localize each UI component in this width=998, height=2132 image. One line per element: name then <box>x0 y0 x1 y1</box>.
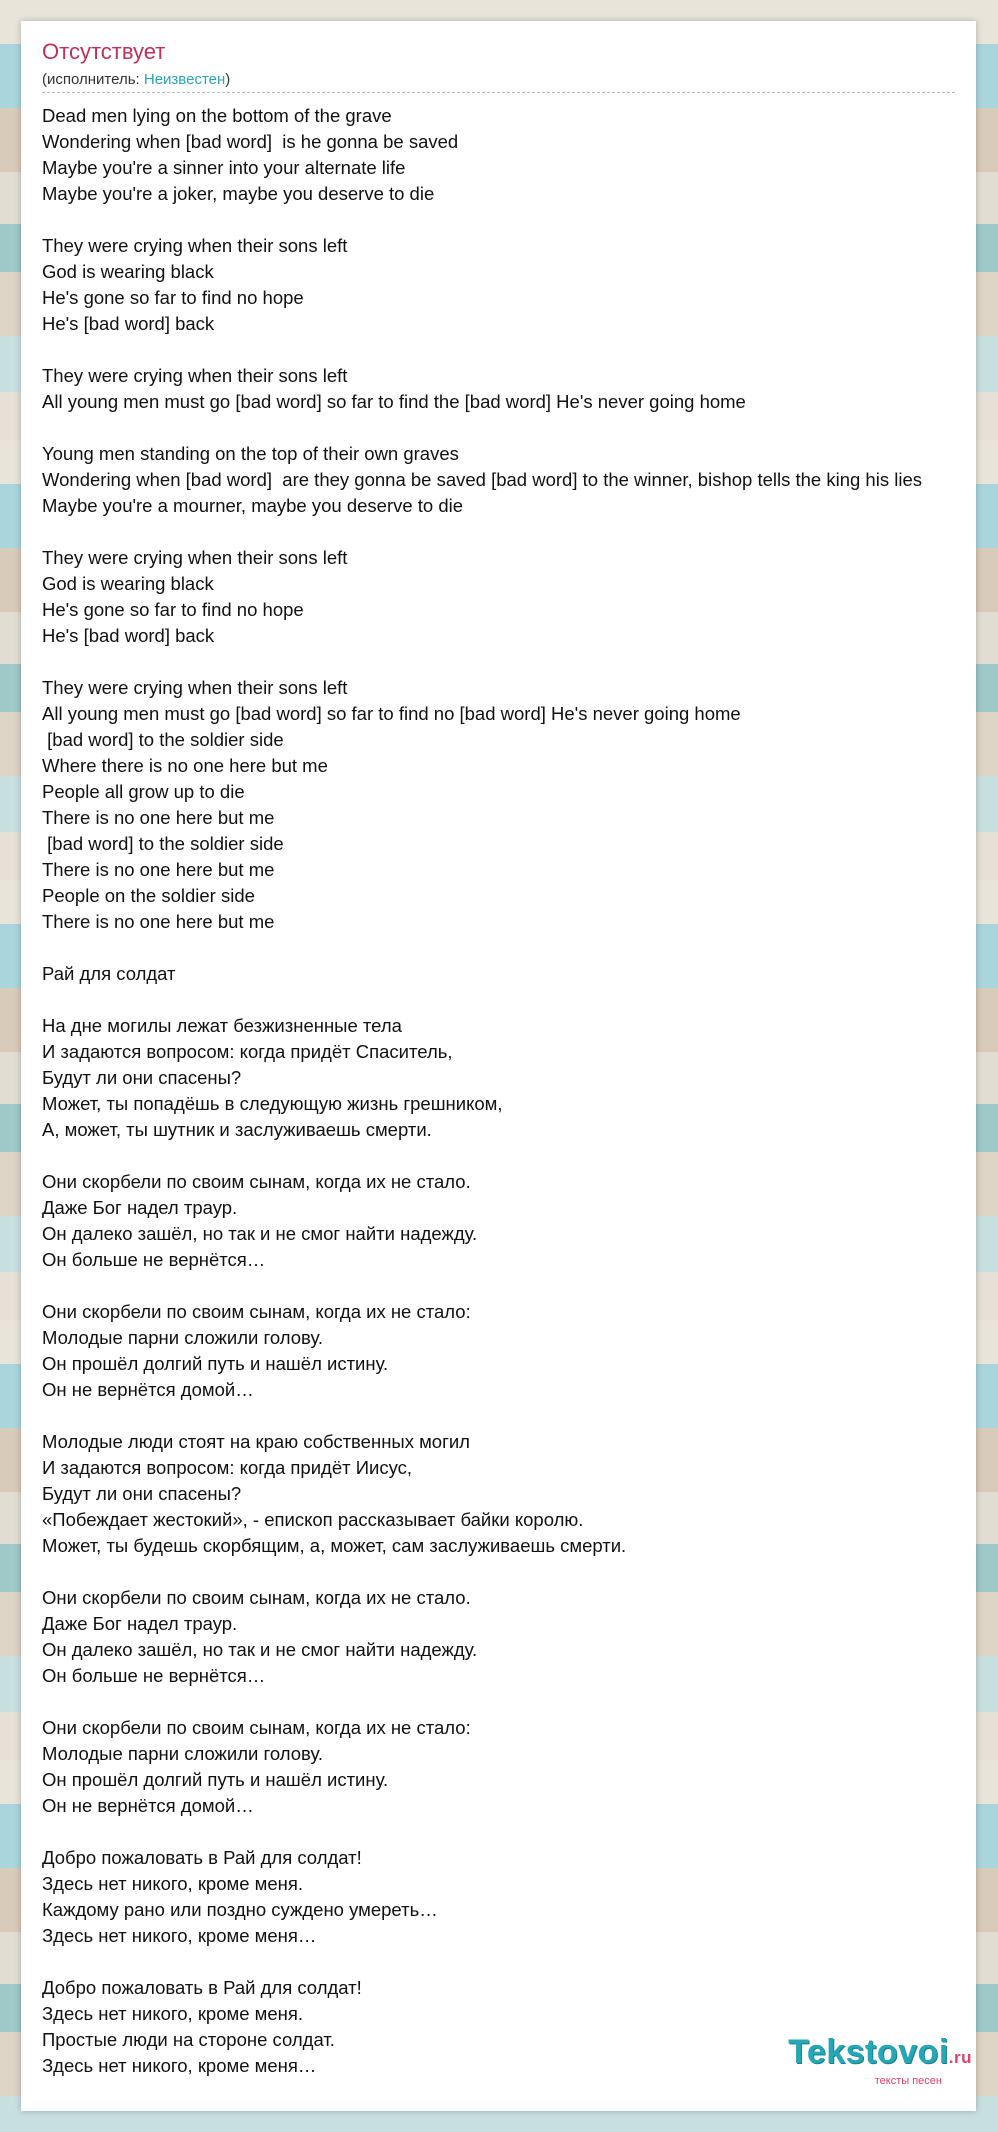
logo-main-text: Tekstovoi <box>788 2033 949 2071</box>
lyric-blank-line <box>42 337 976 363</box>
lyric-line: Он далеко зашёл, но так и не смог найти надежду. <box>42 1223 478 1244</box>
artist-suffix: ) <box>225 71 231 88</box>
lyric-line: Добро пожаловать в Рай для солдат! <box>42 1977 362 1998</box>
lyric-line: Здесь нет никого, кроме меня. <box>42 1873 304 1894</box>
lyric-blank-line <box>42 987 976 1013</box>
lyric-blank-line <box>42 1949 976 1975</box>
logo-tagline: тексты песен <box>874 2075 942 2087</box>
lyric-line: They were crying when their sons left <box>42 235 348 256</box>
artist-line <box>42 71 230 88</box>
lyric-line: Здесь нет никого, кроме меня… <box>42 2055 317 2076</box>
lyric-blank-line <box>42 415 976 441</box>
lyrics-card <box>21 21 976 2111</box>
lyric-line: Maybe you're a joker, maybe you deserve to die <box>42 183 435 204</box>
lyric-line: God is wearing black <box>42 573 214 594</box>
lyric-line: Maybe you're a sinner into your alternate life <box>42 157 406 178</box>
lyric-line: А, может, ты шутник и заслуживаешь смерти. <box>42 1119 432 1140</box>
lyric-blank-line <box>42 1273 976 1299</box>
lyric-line: Может, ты попадёшь в следующую жизнь грешником, <box>42 1093 503 1114</box>
lyric-line: Он не вернётся домой… <box>42 1795 254 1816</box>
lyric-line: Даже Бог надел траур. <box>42 1613 238 1634</box>
lyric-line: He's gone so far to find no hope <box>42 287 304 308</box>
lyric-blank-line <box>42 207 976 233</box>
lyric-line: There is no one here but me <box>42 859 275 880</box>
lyric-line: Здесь нет никого, кроме меня… <box>42 1925 317 1946</box>
lyric-blank-line <box>42 1689 976 1715</box>
lyric-line: Молодые люди стоят на краю собственных могил <box>42 1431 470 1452</box>
logo-tld: .ru <box>948 2048 972 2067</box>
lyric-line: [bad word] to the soldier side <box>42 833 284 854</box>
lyric-line: И задаются вопросом: когда придёт Спаситель, <box>42 1041 453 1062</box>
lyric-line: He's [bad word] back <box>42 313 215 334</box>
lyrics-text <box>42 103 976 2079</box>
lyric-line: Он больше не вернётся… <box>42 1665 266 1686</box>
lyric-line: Они скорбели по своим сынам, когда их не стало: <box>42 1301 471 1322</box>
lyric-blank-line <box>42 1403 976 1429</box>
lyric-blank-line <box>42 935 976 961</box>
lyric-line: Он прошёл долгий путь и нашёл истину. <box>42 1353 389 1374</box>
site-logo[interactable] <box>788 2035 972 2087</box>
lyric-line: There is no one here but me <box>42 911 275 932</box>
lyric-line: Он не вернётся домой… <box>42 1379 254 1400</box>
lyric-blank-line <box>42 519 976 545</box>
lyric-line: Добро пожаловать в Рай для солдат! <box>42 1847 362 1868</box>
lyric-line: Здесь нет никого, кроме меня. <box>42 2003 304 2024</box>
lyric-line: Wondering when [bad word] are they gonna be saved [bad word] to the winner, bishop tells the king his lies <box>42 469 922 490</box>
lyric-line: Простые люди на стороне солдат. <box>42 2029 335 2050</box>
lyric-line: Dead men lying on the bottom of the grave <box>42 105 392 126</box>
lyric-line: Молодые парни сложили голову. <box>42 1743 323 1764</box>
lyric-line: Каждому рано или поздно суждено умереть… <box>42 1899 438 1920</box>
lyric-line: All young men must go [bad word] so far to find the [bad word] He's never going home <box>42 391 746 412</box>
lyric-line: Он больше не вернётся… <box>42 1249 266 1270</box>
lyric-line: Молодые парни сложили голову. <box>42 1327 323 1348</box>
lyric-line: Он прошёл долгий путь и нашёл истину. <box>42 1769 389 1790</box>
lyric-line: Wondering when [bad word] is he gonna be saved <box>42 131 459 152</box>
logo-wordmark <box>788 2035 972 2075</box>
lyric-line: People on the soldier side <box>42 885 255 906</box>
lyric-line: На дне могилы лежат безжизненные тела <box>42 1015 402 1036</box>
lyric-line: There is no one here but me <box>42 807 275 828</box>
lyric-blank-line <box>42 1559 976 1585</box>
artist-link[interactable]: Неизвестен <box>143 71 226 88</box>
lyric-line: Where there is no one here but me <box>42 755 328 776</box>
lyric-line: They were crying when their sons left <box>42 677 348 698</box>
lyric-line: He's gone so far to find no hope <box>42 599 304 620</box>
lyric-line: Будут ли они спасены? <box>42 1067 242 1088</box>
lyric-line: Они скорбели по своим сынам, когда их не стало: <box>42 1717 471 1738</box>
artist-prefix: (исполнитель: <box>42 71 144 88</box>
lyric-line: Может, ты будешь скорбящим, а, может, сам заслуживаешь смерти. <box>42 1535 627 1556</box>
lyric-line: All young men must go [bad word] so far to find no [bad word] He's never going home <box>42 703 741 724</box>
lyric-line: Они скорбели по своим сынам, когда их не стало. <box>42 1587 471 1608</box>
lyric-line: He's [bad word] back <box>42 625 215 646</box>
lyric-blank-line <box>42 1143 976 1169</box>
lyric-line: Рай для солдат <box>42 963 176 984</box>
lyric-blank-line <box>42 649 976 675</box>
lyric-line: They were crying when their sons left <box>42 365 348 386</box>
lyric-line: Maybe you're a mourner, maybe you deserve to die <box>42 495 464 516</box>
lyric-line: И задаются вопросом: когда придёт Иисус, <box>42 1457 413 1478</box>
lyric-line: Они скорбели по своим сынам, когда их не стало. <box>42 1171 471 1192</box>
song-title: Отсутствует <box>42 39 166 64</box>
lyric-line: Даже Бог надел траур. <box>42 1197 238 1218</box>
title-divider <box>42 92 955 93</box>
lyric-blank-line <box>42 1819 976 1845</box>
lyric-line: They were crying when their sons left <box>42 547 348 568</box>
lyric-line: God is wearing black <box>42 261 214 282</box>
lyric-line: Он далеко зашёл, но так и не смог найти надежду. <box>42 1639 478 1660</box>
lyric-line: «Побеждает жестокий», - епископ рассказывает байки королю. <box>42 1509 584 1530</box>
lyric-line: Будут ли они спасены? <box>42 1483 242 1504</box>
lyric-line: Young men standing on the top of their own graves <box>42 443 459 464</box>
lyric-line: [bad word] to the soldier side <box>42 729 284 750</box>
lyric-line: People all grow up to die <box>42 781 245 802</box>
